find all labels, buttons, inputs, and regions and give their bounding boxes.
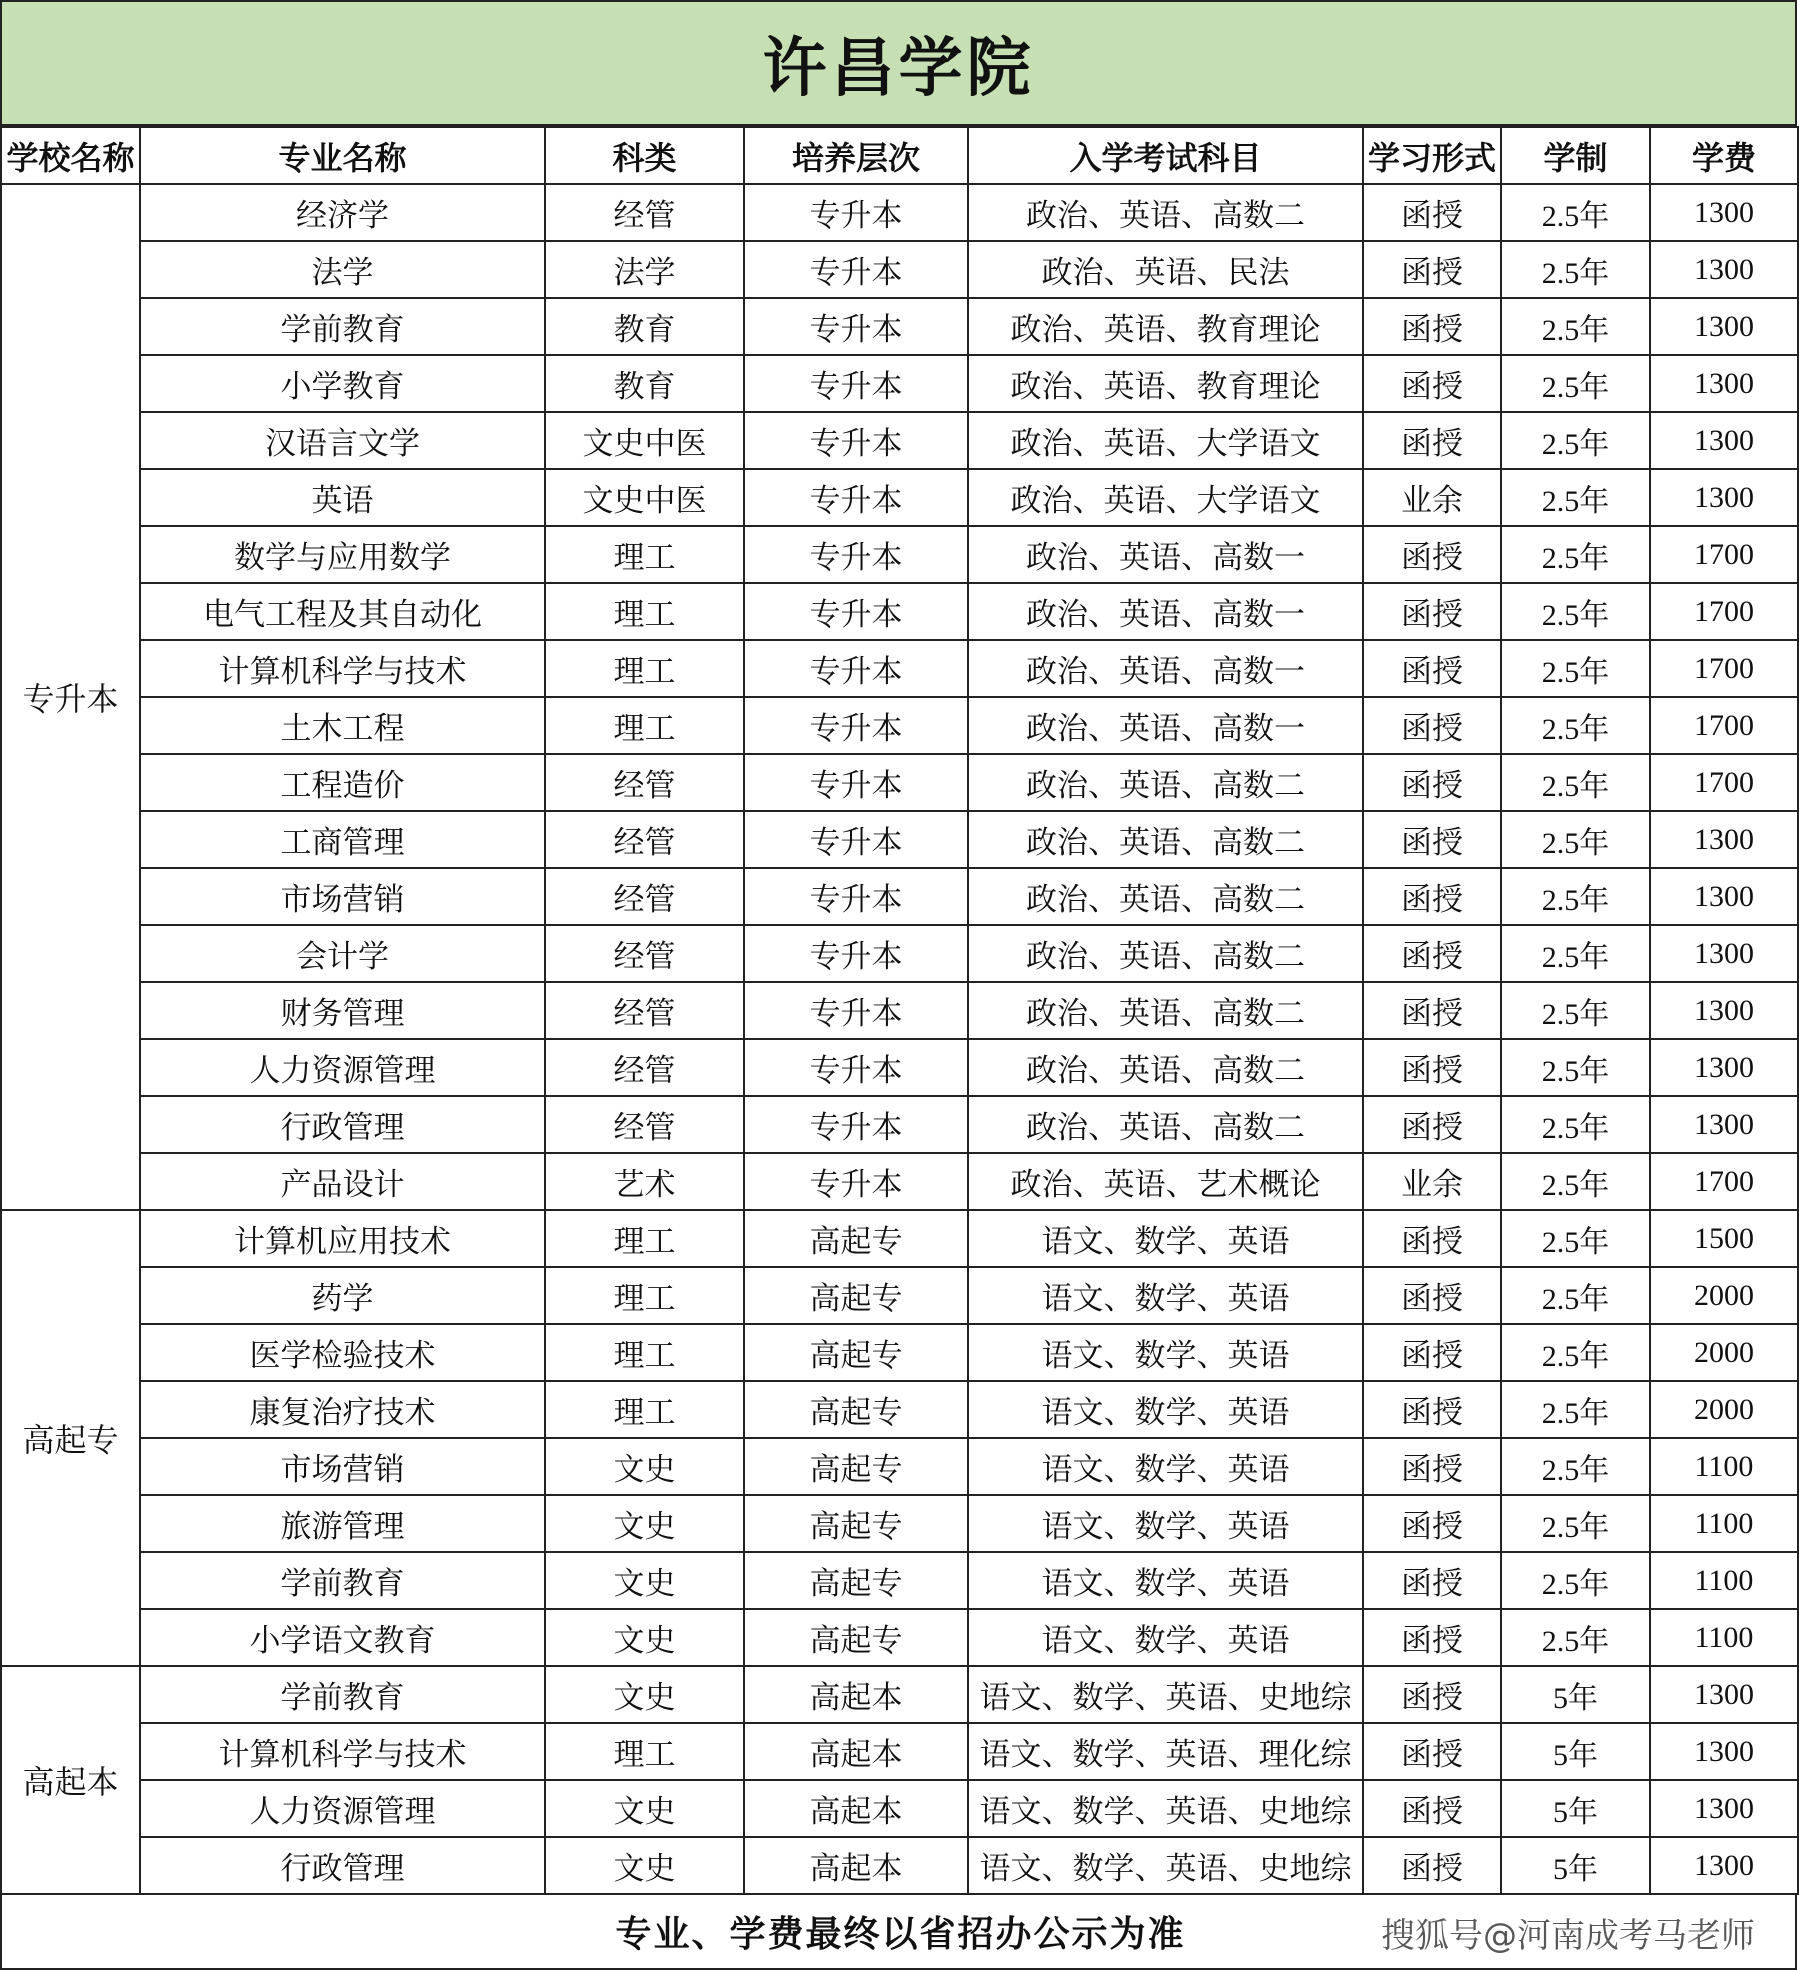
tuition-cell: 1300 [1650, 1837, 1798, 1894]
tuition-cell: 1300 [1650, 925, 1798, 982]
duration-cell: 5年 [1501, 1723, 1650, 1780]
table-row [1, 1837, 1798, 1894]
exam-subjects-cell: 政治、英语、高数二 [968, 868, 1363, 925]
exam-subjects-cell: 语文、数学、英语 [968, 1324, 1363, 1381]
table-row [1, 469, 1798, 526]
table-row [1, 1096, 1798, 1153]
duration-cell: 2.5年 [1501, 241, 1650, 298]
level-cell: 高起专 [744, 1495, 968, 1552]
table-row [1, 298, 1798, 355]
exam-subjects-cell: 语文、数学、英语、史地综 [968, 1780, 1363, 1837]
exam-subjects-cell: 政治、英语、高数一 [968, 640, 1363, 697]
duration-cell: 2.5年 [1501, 412, 1650, 469]
level-cell: 高起专 [744, 1609, 968, 1666]
level-cell: 专升本 [744, 754, 968, 811]
footer-note: 专业、学费最终以省招办公示为准 [615, 1913, 1186, 1955]
major-name-cell: 英语 [140, 469, 545, 526]
duration-cell: 5年 [1501, 1780, 1650, 1837]
exam-subjects-cell: 政治、英语、大学语文 [968, 412, 1363, 469]
category-cell: 文史 [545, 1609, 744, 1666]
study-mode-cell: 函授 [1363, 697, 1501, 754]
study-mode-cell: 函授 [1363, 184, 1501, 241]
level-cell: 专升本 [744, 355, 968, 412]
study-mode-cell: 函授 [1363, 241, 1501, 298]
major-name-cell: 工程造价 [140, 754, 545, 811]
study-mode-cell: 函授 [1363, 1096, 1501, 1153]
major-name-cell: 汉语言文学 [140, 412, 545, 469]
study-mode-cell: 函授 [1363, 526, 1501, 583]
tuition-cell: 1300 [1650, 241, 1798, 298]
exam-subjects-cell: 语文、数学、英语、理化综 [968, 1723, 1363, 1780]
exam-subjects-cell: 语文、数学、英语 [968, 1210, 1363, 1267]
level-cell: 专升本 [744, 184, 968, 241]
level-cell: 高起专 [744, 1438, 968, 1495]
tuition-cell: 2000 [1650, 1324, 1798, 1381]
table-row [1, 982, 1798, 1039]
study-mode-cell: 函授 [1363, 640, 1501, 697]
category-cell: 理工 [545, 1723, 744, 1780]
exam-subjects-cell: 语文、数学、英语 [968, 1495, 1363, 1552]
header-level: 培养层次 [744, 127, 968, 184]
major-name-cell: 经济学 [140, 184, 545, 241]
header-category: 科类 [545, 127, 744, 184]
study-mode-cell: 函授 [1363, 1495, 1501, 1552]
header-exam-subjects: 入学考试科目 [968, 127, 1363, 184]
level-cell: 专升本 [744, 868, 968, 925]
major-name-cell: 土木工程 [140, 697, 545, 754]
duration-cell: 2.5年 [1501, 355, 1650, 412]
exam-subjects-cell: 政治、英语、民法 [968, 241, 1363, 298]
exam-subjects-cell: 政治、英语、高数二 [968, 1039, 1363, 1096]
exam-subjects-cell: 语文、数学、英语 [968, 1552, 1363, 1609]
exam-subjects-cell: 政治、英语、教育理论 [968, 298, 1363, 355]
duration-cell: 2.5年 [1501, 1495, 1650, 1552]
level-cell: 专升本 [744, 1039, 968, 1096]
table-row [1, 1552, 1798, 1609]
tuition-cell: 1100 [1650, 1495, 1798, 1552]
major-name-cell: 会计学 [140, 925, 545, 982]
tuition-cell: 1300 [1650, 1780, 1798, 1837]
category-cell: 教育 [545, 355, 744, 412]
footer-row [0, 1894, 1797, 1970]
tuition-cell: 1300 [1650, 469, 1798, 526]
study-mode-cell: 函授 [1363, 1837, 1501, 1894]
major-name-cell: 计算机科学与技术 [140, 640, 545, 697]
exam-subjects-cell: 语文、数学、英语 [968, 1609, 1363, 1666]
category-cell: 文史 [545, 1552, 744, 1609]
exam-subjects-cell: 政治、英语、高数二 [968, 754, 1363, 811]
exam-subjects-cell: 语文、数学、英语 [968, 1267, 1363, 1324]
table-row [1, 1723, 1798, 1780]
table-row [1, 1267, 1798, 1324]
duration-cell: 2.5年 [1501, 1609, 1650, 1666]
category-cell: 理工 [545, 697, 744, 754]
level-cell: 专升本 [744, 640, 968, 697]
duration-cell: 2.5年 [1501, 868, 1650, 925]
tuition-cell: 1300 [1650, 982, 1798, 1039]
level-cell: 专升本 [744, 298, 968, 355]
category-cell: 法学 [545, 241, 744, 298]
duration-cell: 2.5年 [1501, 811, 1650, 868]
category-cell: 理工 [545, 1381, 744, 1438]
major-name-cell: 医学检验技术 [140, 1324, 545, 1381]
school-group-cell: 高起专 [1, 1210, 140, 1666]
duration-cell: 2.5年 [1501, 1324, 1650, 1381]
tuition-cell: 1300 [1650, 811, 1798, 868]
duration-cell: 2.5年 [1501, 1039, 1650, 1096]
duration-cell: 2.5年 [1501, 298, 1650, 355]
duration-cell: 2.5年 [1501, 184, 1650, 241]
table-row [1, 1039, 1798, 1096]
category-cell: 文史 [545, 1495, 744, 1552]
table-row [1, 1780, 1798, 1837]
study-mode-cell: 函授 [1363, 868, 1501, 925]
table-row [1, 1495, 1798, 1552]
tuition-cell: 1300 [1650, 1723, 1798, 1780]
study-mode-cell: 函授 [1363, 925, 1501, 982]
category-cell: 文史 [545, 1780, 744, 1837]
level-cell: 专升本 [744, 412, 968, 469]
major-name-cell: 旅游管理 [140, 1495, 545, 1552]
major-name-cell: 学前教育 [140, 1666, 545, 1723]
header-tuition: 学费 [1650, 127, 1798, 184]
major-name-cell: 人力资源管理 [140, 1780, 545, 1837]
major-name-cell: 计算机应用技术 [140, 1210, 545, 1267]
level-cell: 高起专 [744, 1381, 968, 1438]
exam-subjects-cell: 语文、数学、英语 [968, 1381, 1363, 1438]
duration-cell: 2.5年 [1501, 1381, 1650, 1438]
tuition-cell: 1700 [1650, 583, 1798, 640]
exam-subjects-cell: 语文、数学、英语 [968, 1438, 1363, 1495]
table-body [1, 184, 1798, 1894]
level-cell: 专升本 [744, 469, 968, 526]
tuition-cell: 1700 [1650, 640, 1798, 697]
tuition-cell: 1300 [1650, 1039, 1798, 1096]
tuition-cell: 1100 [1650, 1438, 1798, 1495]
tuition-cell: 1300 [1650, 1666, 1798, 1723]
header-study-mode: 学习形式 [1363, 127, 1501, 184]
duration-cell: 2.5年 [1501, 1153, 1650, 1210]
study-mode-cell: 函授 [1363, 583, 1501, 640]
duration-cell: 2.5年 [1501, 583, 1650, 640]
duration-cell: 2.5年 [1501, 697, 1650, 754]
major-name-cell: 产品设计 [140, 1153, 545, 1210]
table-row [1, 412, 1798, 469]
table-row [1, 640, 1798, 697]
level-cell: 专升本 [744, 925, 968, 982]
level-cell: 专升本 [744, 583, 968, 640]
duration-cell: 2.5年 [1501, 1210, 1650, 1267]
tuition-cell: 1100 [1650, 1552, 1798, 1609]
tuition-cell: 1700 [1650, 526, 1798, 583]
level-cell: 高起专 [744, 1552, 968, 1609]
category-cell: 理工 [545, 583, 744, 640]
exam-subjects-cell: 政治、英语、高数二 [968, 925, 1363, 982]
table-row [1, 1438, 1798, 1495]
major-name-cell: 财务管理 [140, 982, 545, 1039]
level-cell: 高起本 [744, 1837, 968, 1894]
category-cell: 文史 [545, 1666, 744, 1723]
exam-subjects-cell: 政治、英语、教育理论 [968, 355, 1363, 412]
title-banner [0, 0, 1797, 126]
study-mode-cell: 函授 [1363, 1381, 1501, 1438]
table-row [1, 184, 1798, 241]
table-row [1, 697, 1798, 754]
major-name-cell: 市场营销 [140, 868, 545, 925]
duration-cell: 2.5年 [1501, 982, 1650, 1039]
category-cell: 理工 [545, 1324, 744, 1381]
table-row [1, 526, 1798, 583]
major-name-cell: 计算机科学与技术 [140, 1723, 545, 1780]
major-name-cell: 小学语文教育 [140, 1609, 545, 1666]
category-cell: 文史 [545, 1837, 744, 1894]
level-cell: 专升本 [744, 1153, 968, 1210]
table-row [1, 811, 1798, 868]
study-mode-cell: 函授 [1363, 1039, 1501, 1096]
category-cell: 经管 [545, 1096, 744, 1153]
duration-cell: 2.5年 [1501, 754, 1650, 811]
duration-cell: 5年 [1501, 1666, 1650, 1723]
major-name-cell: 行政管理 [140, 1837, 545, 1894]
school-group-cell: 专升本 [1, 184, 140, 1210]
duration-cell: 2.5年 [1501, 925, 1650, 982]
study-mode-cell: 业余 [1363, 1153, 1501, 1210]
exam-subjects-cell: 政治、英语、大学语文 [968, 469, 1363, 526]
category-cell: 教育 [545, 298, 744, 355]
study-mode-cell: 业余 [1363, 469, 1501, 526]
duration-cell: 2.5年 [1501, 1552, 1650, 1609]
exam-subjects-cell: 语文、数学、英语、史地综 [968, 1666, 1363, 1723]
category-cell: 艺术 [545, 1153, 744, 1210]
category-cell: 经管 [545, 925, 744, 982]
level-cell: 专升本 [744, 526, 968, 583]
level-cell: 高起本 [744, 1780, 968, 1837]
table-row [1, 754, 1798, 811]
tuition-cell: 2000 [1650, 1381, 1798, 1438]
study-mode-cell: 函授 [1363, 1210, 1501, 1267]
category-cell: 理工 [545, 640, 744, 697]
study-mode-cell: 函授 [1363, 1609, 1501, 1666]
duration-cell: 2.5年 [1501, 469, 1650, 526]
duration-cell: 2.5年 [1501, 640, 1650, 697]
header-major-name: 专业名称 [140, 127, 545, 184]
study-mode-cell: 函授 [1363, 1552, 1501, 1609]
study-mode-cell: 函授 [1363, 355, 1501, 412]
major-name-cell: 人力资源管理 [140, 1039, 545, 1096]
major-name-cell: 康复治疗技术 [140, 1381, 545, 1438]
table-row [1, 355, 1798, 412]
category-cell: 文史中医 [545, 412, 744, 469]
category-cell: 经管 [545, 1039, 744, 1096]
table-row [1, 1609, 1798, 1666]
table-row [1, 1666, 1798, 1723]
table-row [1, 1210, 1798, 1267]
category-cell: 文史中医 [545, 469, 744, 526]
category-cell: 经管 [545, 868, 744, 925]
exam-subjects-cell: 政治、英语、高数一 [968, 526, 1363, 583]
major-name-cell: 行政管理 [140, 1096, 545, 1153]
level-cell: 高起本 [744, 1723, 968, 1780]
level-cell: 高起专 [744, 1267, 968, 1324]
duration-cell: 2.5年 [1501, 1267, 1650, 1324]
header-row [1, 127, 1798, 184]
category-cell: 理工 [545, 526, 744, 583]
major-name-cell: 学前教育 [140, 298, 545, 355]
watermark: 搜狐号@河南成考马老师 [1381, 1916, 1755, 1956]
page-title: 许昌学院 [762, 31, 1035, 106]
category-cell: 理工 [545, 1210, 744, 1267]
major-name-cell: 法学 [140, 241, 545, 298]
tuition-cell: 1700 [1650, 754, 1798, 811]
table-row [1, 583, 1798, 640]
tuition-cell: 1300 [1650, 868, 1798, 925]
level-cell: 高起本 [744, 1666, 968, 1723]
header-duration: 学制 [1501, 127, 1650, 184]
level-cell: 专升本 [744, 697, 968, 754]
tuition-cell: 2000 [1650, 1267, 1798, 1324]
category-cell: 经管 [545, 811, 744, 868]
level-cell: 专升本 [744, 241, 968, 298]
study-mode-cell: 函授 [1363, 754, 1501, 811]
study-mode-cell: 函授 [1363, 811, 1501, 868]
major-name-cell: 学前教育 [140, 1552, 545, 1609]
study-mode-cell: 函授 [1363, 1267, 1501, 1324]
tuition-cell: 1300 [1650, 412, 1798, 469]
exam-subjects-cell: 政治、英语、高数二 [968, 982, 1363, 1039]
table-row [1, 1153, 1798, 1210]
study-mode-cell: 函授 [1363, 1780, 1501, 1837]
duration-cell: 2.5年 [1501, 1096, 1650, 1153]
study-mode-cell: 函授 [1363, 412, 1501, 469]
exam-subjects-cell: 政治、英语、高数一 [968, 697, 1363, 754]
duration-cell: 2.5年 [1501, 1438, 1650, 1495]
category-cell: 经管 [545, 982, 744, 1039]
category-cell: 经管 [545, 754, 744, 811]
table-row [1, 1324, 1798, 1381]
exam-subjects-cell: 语文、数学、英语、史地综 [968, 1837, 1363, 1894]
major-name-cell: 工商管理 [140, 811, 545, 868]
exam-subjects-cell: 政治、英语、高数二 [968, 811, 1363, 868]
level-cell: 专升本 [744, 811, 968, 868]
level-cell: 高起专 [744, 1324, 968, 1381]
major-name-cell: 小学教育 [140, 355, 545, 412]
major-name-cell: 电气工程及其自动化 [140, 583, 545, 640]
study-mode-cell: 函授 [1363, 1438, 1501, 1495]
major-name-cell: 药学 [140, 1267, 545, 1324]
category-cell: 经管 [545, 184, 744, 241]
exam-subjects-cell: 政治、英语、高数一 [968, 583, 1363, 640]
level-cell: 专升本 [744, 982, 968, 1039]
tuition-cell: 1700 [1650, 1153, 1798, 1210]
table-row [1, 868, 1798, 925]
level-cell: 专升本 [744, 1096, 968, 1153]
table-row [1, 925, 1798, 982]
major-name-cell: 市场营销 [140, 1438, 545, 1495]
major-name-cell: 数学与应用数学 [140, 526, 545, 583]
table-row [1, 1381, 1798, 1438]
duration-cell: 2.5年 [1501, 526, 1650, 583]
tuition-cell: 1700 [1650, 697, 1798, 754]
duration-cell: 5年 [1501, 1837, 1650, 1894]
category-cell: 文史 [545, 1438, 744, 1495]
tuition-cell: 1500 [1650, 1210, 1798, 1267]
study-mode-cell: 函授 [1363, 982, 1501, 1039]
school-group-cell: 高起本 [1, 1666, 140, 1894]
study-mode-cell: 函授 [1363, 1666, 1501, 1723]
majors-table [0, 126, 1799, 1895]
tuition-cell: 1300 [1650, 298, 1798, 355]
study-mode-cell: 函授 [1363, 298, 1501, 355]
tuition-cell: 1100 [1650, 1609, 1798, 1666]
level-cell: 高起专 [744, 1210, 968, 1267]
tuition-cell: 1300 [1650, 1096, 1798, 1153]
tuition-cell: 1300 [1650, 355, 1798, 412]
table-row [1, 241, 1798, 298]
exam-subjects-cell: 政治、英语、高数二 [968, 1096, 1363, 1153]
header-school-name: 学校名称 [1, 127, 140, 184]
study-mode-cell: 函授 [1363, 1324, 1501, 1381]
exam-subjects-cell: 政治、英语、高数二 [968, 184, 1363, 241]
tuition-cell: 1300 [1650, 184, 1798, 241]
study-mode-cell: 函授 [1363, 1723, 1501, 1780]
category-cell: 理工 [545, 1267, 744, 1324]
exam-subjects-cell: 政治、英语、艺术概论 [968, 1153, 1363, 1210]
